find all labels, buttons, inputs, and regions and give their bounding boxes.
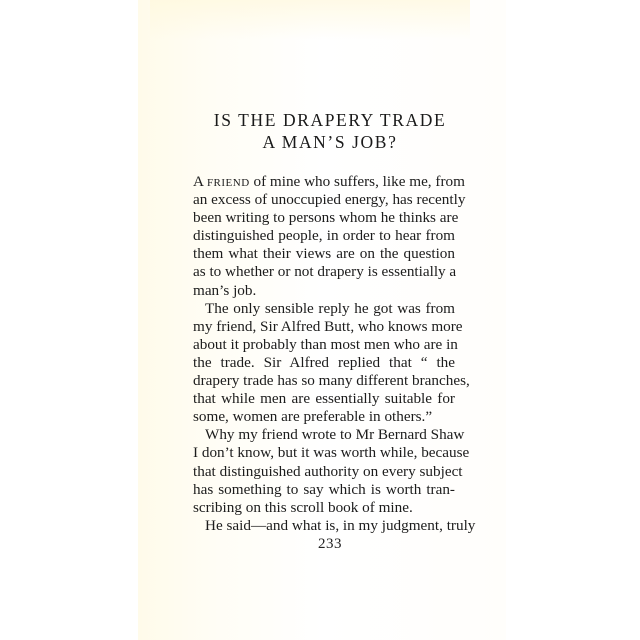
opening-letter: A [193, 173, 204, 190]
text-line: that distinguished authority on every subject [193, 462, 463, 480]
text-line: distinguished people, in order to hear from [193, 227, 455, 245]
page-number: 233 [318, 536, 342, 552]
text-line: has something to say which is worth tran- [193, 480, 455, 498]
text-line: He said—and what is, in my judgment, truly [205, 516, 476, 534]
body-text [193, 173, 476, 535]
text-line: drapery trade has so many different branches, [193, 372, 470, 390]
text-line: scribing on this scroll book of mine. [193, 498, 413, 516]
text-line: them what their views are on the question [193, 245, 455, 263]
text-line: some, women are preferable in others.” [193, 408, 433, 426]
text-line: Why my friend wrote to Mr Bernard Shaw [205, 426, 465, 444]
opening-smallcaps: friend [206, 173, 250, 190]
text-line: The only sensible reply he got was from [205, 299, 455, 317]
text-line: been writing to persons whom he thinks are [193, 209, 459, 227]
chapter-title-line-1: IS THE DRAPERY TRADE [213, 110, 447, 130]
text-line: about it probably than most men who are in [193, 335, 458, 353]
text-line: man’s job. [193, 281, 257, 299]
text-line: that while men are essentially suitable for [193, 390, 455, 408]
text-line: an excess of unoccupied energy, has recently [193, 191, 466, 209]
text-line: the trade. Sir Alfred replied that “ the [193, 353, 455, 371]
text-line: I don’t know, but it was worth while, because [193, 444, 470, 462]
chapter-title [180, 109, 480, 153]
text-line: as to whether or not drapery is essentially a [193, 263, 457, 281]
text-line: A friend of mine who suffers, like me, from [193, 173, 465, 190]
text-line: my friend, Sir Alfred Butt, who knows more [193, 317, 463, 335]
page-tint [150, 0, 470, 40]
chapter-title-line-2: A MAN’S JOB? [262, 132, 398, 152]
